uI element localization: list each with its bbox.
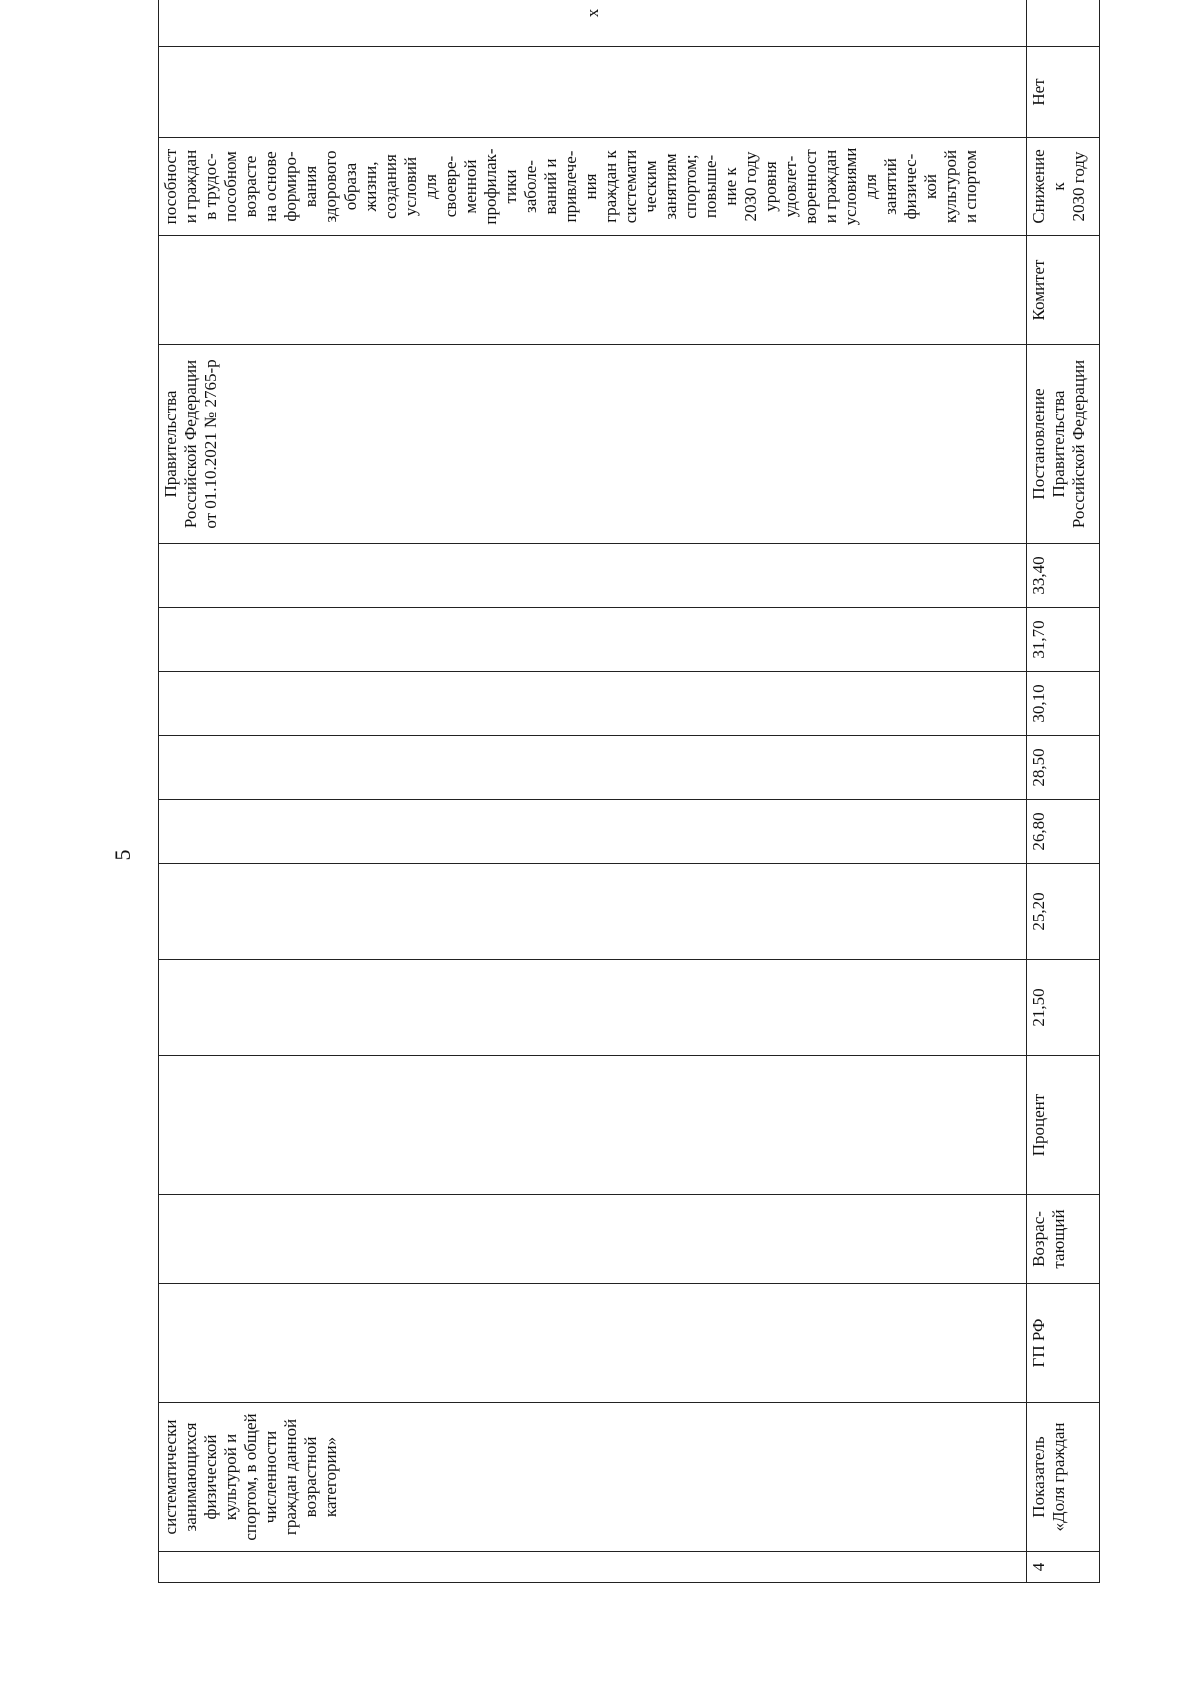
- cell-document: Постановление Правительства Российской Федерации: [1027, 345, 1100, 544]
- page-number: 5: [110, 849, 135, 861]
- cell-value-4: 30,10: [1027, 672, 1100, 736]
- cell-flag-continued: [159, 47, 1027, 138]
- cell-value-6-continued: [159, 544, 1027, 608]
- cell-responsible: Комитет: [1027, 236, 1100, 345]
- cell-value-5-continued: [159, 608, 1027, 672]
- cell-flag: Нет: [1027, 47, 1100, 138]
- cell-num-continued: [159, 1552, 1027, 1583]
- indicators-table: [158, 8, 1093, 1583]
- cell-value-5: 31,70: [1027, 608, 1100, 672]
- cell-document-continued: Правительства Российской Федерации от 01.10.2021 № 2765-р: [159, 345, 1027, 544]
- cell-level: ГП РФ: [1027, 1284, 1100, 1403]
- cell-goal: Снижение к 2030 году: [1027, 138, 1100, 236]
- cell-unit-continued: [159, 1056, 1027, 1195]
- cell-trend-continued: [159, 1195, 1027, 1284]
- cell-value-3-continued: [159, 736, 1027, 800]
- table-row-continued: [159, 0, 1027, 1583]
- cell-last: [1027, 0, 1100, 47]
- cell-value-4-continued: [159, 672, 1027, 736]
- cell-trend: Возрас- тающий: [1027, 1195, 1100, 1284]
- table-row-4: [1027, 0, 1100, 1583]
- cell-num: 4: [1027, 1552, 1100, 1583]
- cell-value-2-continued: [159, 800, 1027, 864]
- cell-last-continued: x: [159, 0, 1027, 47]
- cell-indicator: Показатель «Доля граждан: [1027, 1403, 1100, 1552]
- cell-value-3: 28,50: [1027, 736, 1100, 800]
- cell-unit: Процент: [1027, 1056, 1100, 1195]
- cell-value-1-continued: [159, 864, 1027, 960]
- cell-value-1: 25,20: [1027, 864, 1100, 960]
- cell-goal-continued: пособност и граждан в трудос- пособном возрасте на основе формиро- вания здорового образа жизни, создания условий для своевре- менной профилак- тики заболе- ваний и привлече- ния граждан к системати ческим занятиям спортом; повыше- ние к 2030 году уровня удовлет- воренност и граждан условиями для занятий физичес- кой культурой и спортом: [159, 138, 1027, 236]
- cell-responsible-continued: [159, 236, 1027, 345]
- cell-indicator-continued: систематически занимающихся физической культурой и спортом, в общей численности граждан данной возрастной категории»: [159, 1403, 1027, 1552]
- cell-base-value: 21,50: [1027, 960, 1100, 1056]
- cell-base-continued: [159, 960, 1027, 1056]
- cell-value-6: 33,40: [1027, 544, 1100, 608]
- cell-value-2: 26,80: [1027, 800, 1100, 864]
- cell-level-continued: [159, 1284, 1027, 1403]
